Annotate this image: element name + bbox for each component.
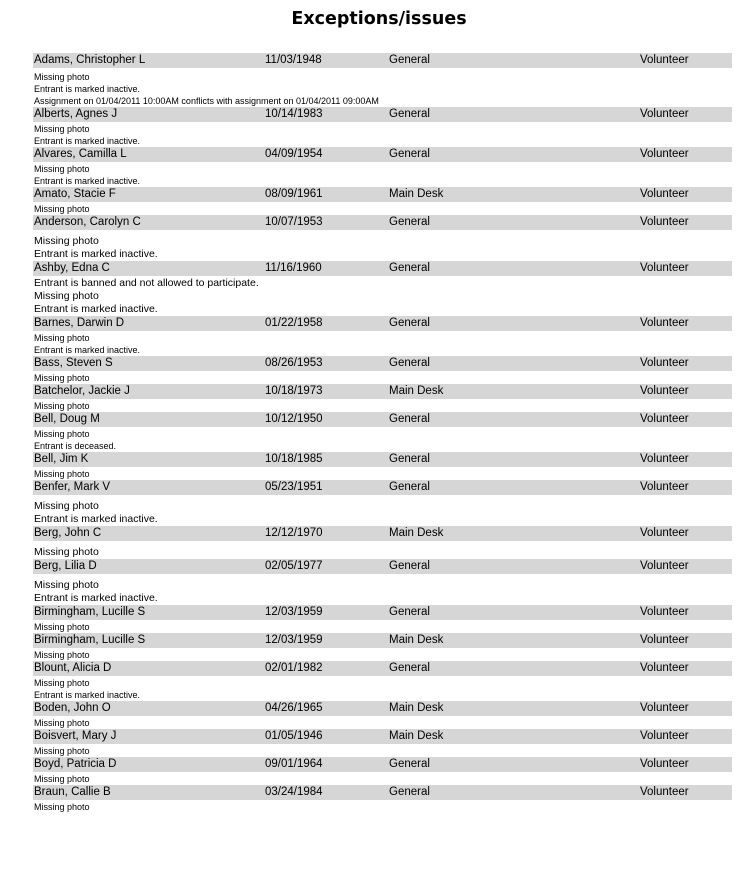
assignment-area: General [389, 606, 430, 618]
entry-header-row [33, 701, 732, 716]
assignment-area: General [389, 758, 430, 770]
entrant-name: Boden, John O [34, 702, 111, 714]
issue-note: Entrant is deceased. [34, 441, 117, 451]
entry-header-row [33, 480, 732, 495]
entrant-role: Volunteer [640, 662, 689, 674]
entry [33, 526, 732, 559]
issue-note: Missing photo [34, 678, 90, 688]
issue-note: Missing photo [34, 333, 90, 343]
entrant-role: Volunteer [640, 453, 689, 465]
entry [33, 661, 732, 701]
entrant-name: Barnes, Darwin D [34, 317, 125, 329]
entrant-name: Berg, Lilia D [34, 560, 97, 572]
birth-date: 05/23/1951 [265, 481, 323, 493]
entry [33, 701, 732, 729]
entry [33, 53, 732, 107]
issue-note: Missing photo [34, 401, 90, 411]
birth-date: 03/24/1984 [265, 786, 323, 798]
issue-note: Entrant is marked inactive. [34, 513, 158, 525]
entry [33, 107, 732, 147]
birth-date: 10/12/1950 [265, 413, 323, 425]
assignment-area: Main Desk [389, 702, 444, 714]
birth-date: 04/26/1965 [265, 702, 323, 714]
entrant-name: Alberts, Agnes J [34, 108, 118, 120]
entry [33, 147, 732, 187]
entrant-name: Ashby, Edna C [34, 262, 110, 274]
issue-note: Missing photo [34, 235, 99, 247]
entrant-role: Volunteer [640, 527, 689, 539]
entrant-name: Bell, Doug M [34, 413, 100, 425]
entrant-name: Braun, Callie B [34, 786, 111, 798]
issue-note: Entrant is marked inactive. [34, 592, 158, 604]
report-title: Exceptions/issues [291, 9, 467, 29]
birth-date: 08/09/1961 [265, 188, 323, 200]
issue-note: Missing photo [34, 650, 90, 660]
birth-date: 02/01/1982 [265, 662, 323, 674]
entry [33, 559, 732, 605]
entry-header-row [33, 412, 732, 427]
birth-date: 10/07/1953 [265, 216, 323, 228]
entrant-name: Boyd, Patricia D [34, 758, 117, 770]
entry-header-row [33, 661, 732, 676]
issue-note: Missing photo [34, 429, 90, 439]
entrant-name: Anderson, Carolyn C [34, 216, 141, 228]
entry [33, 316, 732, 356]
birth-date: 12/03/1959 [265, 634, 323, 646]
issue-note: Missing photo [34, 164, 90, 174]
issue-note: Entrant is marked inactive. [34, 84, 141, 94]
entrant-name: Batchelor, Jackie J [34, 385, 130, 397]
entrant-role: Volunteer [640, 758, 689, 770]
issue-note: Entrant is marked inactive. [34, 303, 158, 315]
entry-header-row [33, 559, 732, 574]
entrant-name: Amato, Stacie F [34, 188, 116, 200]
assignment-area: General [389, 481, 430, 493]
entrant-role: Volunteer [640, 216, 689, 228]
entry-header-row [33, 785, 732, 800]
birth-date: 08/26/1953 [265, 357, 323, 369]
entry-header-row [33, 526, 732, 541]
entrant-role: Volunteer [640, 702, 689, 714]
assignment-area: General [389, 108, 430, 120]
entrant-name: Bass, Steven S [34, 357, 113, 369]
issue-note: Missing photo [34, 546, 99, 558]
assignment-area: General [389, 662, 430, 674]
assignment-area: Main Desk [389, 188, 444, 200]
assignment-area: General [389, 148, 430, 160]
entry-header-row [33, 215, 732, 230]
entry-header-row [33, 605, 732, 620]
entrant-name: Blount, Alicia D [34, 662, 112, 674]
entry-header-row [33, 107, 732, 122]
issue-note: Entrant is marked inactive. [34, 136, 141, 146]
assignment-area: General [389, 262, 430, 274]
entrant-role: Volunteer [640, 606, 689, 618]
issue-note: Missing photo [34, 204, 90, 214]
issue-note: Entrant is banned and not allowed to participate. [34, 277, 259, 289]
entry [33, 261, 732, 316]
entry [33, 412, 732, 452]
entrant-role: Volunteer [640, 317, 689, 329]
entrant-role: Volunteer [640, 786, 689, 798]
entry [33, 757, 732, 785]
entrant-role: Volunteer [640, 560, 689, 572]
entrant-name: Adams, Christopher L [34, 54, 146, 66]
entry [33, 215, 732, 261]
assignment-area: General [389, 216, 430, 228]
issue-note: Missing photo [34, 622, 90, 632]
birth-date: 11/03/1948 [265, 54, 322, 66]
entry [33, 605, 732, 633]
entry-header-row [33, 356, 732, 371]
entry-header-row [33, 452, 732, 467]
entry-header-row [33, 53, 732, 68]
issue-note: Missing photo [34, 802, 90, 812]
entrant-role: Volunteer [640, 357, 689, 369]
assignment-area: General [389, 54, 430, 66]
issue-note: Entrant is marked inactive. [34, 176, 141, 186]
entry-header-row [33, 729, 732, 744]
entrant-role: Volunteer [640, 730, 689, 742]
assignment-area: General [389, 786, 430, 798]
assignment-area: Main Desk [389, 634, 444, 646]
issue-note: Missing photo [34, 746, 90, 756]
birth-date: 12/12/1970 [265, 527, 323, 539]
issue-note: Missing photo [34, 469, 90, 479]
entry [33, 187, 732, 215]
entry-header-row [33, 384, 732, 399]
issue-note: Missing photo [34, 124, 90, 134]
entrant-name: Boisvert, Mary J [34, 730, 117, 742]
birth-date: 09/01/1964 [265, 758, 323, 770]
assignment-area: General [389, 453, 430, 465]
assignment-area: General [389, 413, 430, 425]
issue-note: Missing photo [34, 718, 90, 728]
issue-note: Assignment on 01/04/2011 10:00AM conflicts with assignment on 01/04/2011 09:00AM [34, 96, 379, 106]
entrant-role: Volunteer [640, 108, 689, 120]
assignment-area: General [389, 317, 430, 329]
birth-date: 04/09/1954 [265, 148, 323, 160]
issue-note: Missing photo [34, 290, 99, 302]
entrant-name: Berg, John C [34, 527, 102, 539]
assignment-area: Main Desk [389, 730, 444, 742]
issue-note: Missing photo [34, 373, 90, 383]
issue-note: Entrant is marked inactive. [34, 345, 141, 355]
entry [33, 633, 732, 661]
birth-date: 01/05/1946 [265, 730, 323, 742]
issue-note: Missing photo [34, 579, 99, 591]
entrant-role: Volunteer [640, 413, 689, 425]
entrant-name: Birmingham, Lucille S [34, 634, 146, 646]
issue-note: Missing photo [34, 500, 99, 512]
entrant-name: Birmingham, Lucille S [34, 606, 146, 618]
assignment-area: Main Desk [389, 527, 444, 539]
entrant-role: Volunteer [640, 385, 689, 397]
birth-date: 01/22/1958 [265, 317, 323, 329]
entrant-role: Volunteer [640, 481, 689, 493]
entrant-role: Volunteer [640, 54, 689, 66]
entry-header-row [33, 633, 732, 648]
entry-header-row [33, 147, 732, 162]
entrant-role: Volunteer [640, 188, 689, 200]
entrant-role: Volunteer [640, 148, 689, 160]
entry-header-row [33, 261, 732, 276]
entrant-name: Bell, Jim K [34, 453, 89, 465]
issue-note: Entrant is marked inactive. [34, 690, 141, 700]
birth-date: 10/18/1973 [265, 385, 323, 397]
birth-date: 02/05/1977 [265, 560, 323, 572]
entrant-role: Volunteer [640, 262, 689, 274]
entry-header-row [33, 187, 732, 202]
entry [33, 356, 732, 384]
birth-date: 11/16/1960 [265, 262, 322, 274]
entry-header-row [33, 316, 732, 331]
issue-note: Entrant is marked inactive. [34, 248, 158, 260]
entrant-role: Volunteer [640, 634, 689, 646]
birth-date: 10/14/1983 [265, 108, 323, 120]
entry [33, 480, 732, 526]
entrant-name: Alvares, Camilla L [34, 148, 127, 160]
entrant-name: Benfer, Mark V [34, 481, 111, 493]
birth-date: 12/03/1959 [265, 606, 323, 618]
assignment-area: General [389, 357, 430, 369]
birth-date: 10/18/1985 [265, 453, 323, 465]
exceptions-list [33, 53, 732, 813]
issue-note: Missing photo [34, 72, 90, 82]
entry-header-row [33, 757, 732, 772]
entry [33, 452, 732, 480]
assignment-area: Main Desk [389, 385, 444, 397]
entry [33, 785, 732, 813]
assignment-area: General [389, 560, 430, 572]
entry [33, 384, 732, 412]
issue-note: Missing photo [34, 774, 90, 784]
entry [33, 729, 732, 757]
